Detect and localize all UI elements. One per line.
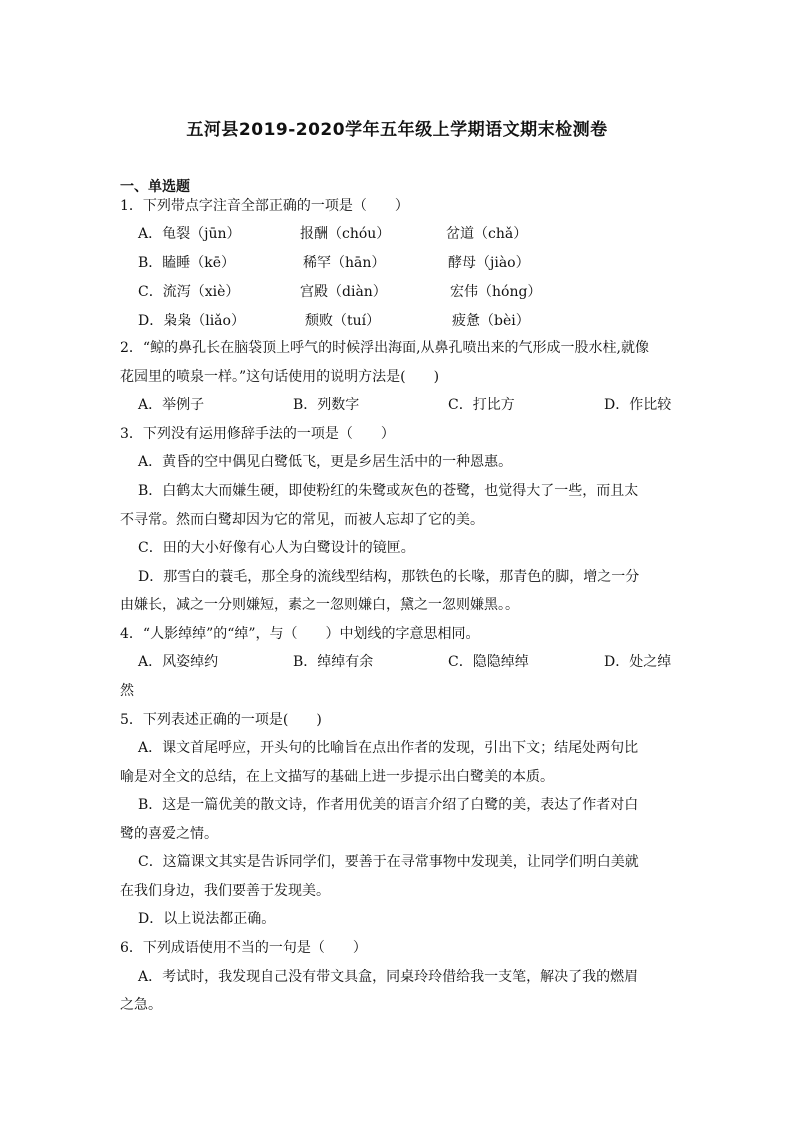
option-text: B．瞌睡（kē）: [138, 255, 236, 271]
option-text: D．枭枭（liǎo）: [138, 313, 245, 329]
question-5-option-b: B．这是一篇优美的散文诗，作者用优美的语言介绍了白鹭的美，表达了作者对白: [138, 797, 639, 813]
question-3-option-a: A．黄昏的空中偶见白鹭低飞，更是乡居生活中的一种恩惠。: [138, 454, 513, 470]
option-text: 酵母（jiào）: [448, 255, 530, 271]
question-4-option-wrap: 然: [120, 683, 134, 699]
question-3-stem: 3．下列没有运用修辞手法的一项是（ ）: [120, 426, 395, 442]
question-5-option-a-cont: 喻是对全文的总结，在上文描写的基础上进一步提示出白鹭美的本质。: [120, 769, 554, 785]
option-text: A．风姿绰约: [138, 654, 219, 670]
question-2-stem-cont: 花园里的喷泉一样。”这句话使用的说明方法是( ): [120, 369, 440, 385]
question-3-option-b-cont: 不寻常。然而白鹭却因为它的常见，而被人忘却了它的美。: [120, 512, 484, 528]
option-text: 颓败（tuí）: [305, 313, 381, 329]
option-text: B．列数字: [293, 397, 360, 413]
question-2-stem: 2．“鲸的鼻孔长在脑袋顶上呼气的时候浮出海面,从鼻孔喷出来的气形成一股水柱,就像: [120, 340, 649, 356]
option-text: 岔道（chǎ）: [446, 226, 528, 242]
question-3-option-d-cont: 由嫌长，减之一分则嫌短，素之一忽则嫌白，黛之一忽则嫌黑。。: [120, 597, 519, 613]
option-text: 宫殿（diàn）: [300, 284, 387, 300]
option-text: D．作比较: [604, 397, 672, 413]
question-3-option-b: B．白鹤太大而嫌生硬，即使粉红的朱鹭或灰色的苍鹭，也觉得大了一些，而且太: [138, 483, 639, 499]
question-4-stem: 4．“人影绰绰”的“绰”，与（ ）中划线的字意思相同。: [120, 626, 480, 642]
option-text: C．打比方: [448, 397, 515, 413]
question-5-option-b-cont: 鹭的喜爱之情。: [120, 826, 218, 842]
option-text: D．处之绰: [604, 654, 672, 670]
question-5-option-c: C．这篇课文其实是告诉同学们，要善于在寻常事物中发现美，让同学们明白美就: [138, 854, 639, 870]
option-text: C．隐隐绰绰: [448, 654, 529, 670]
question-6-option-a-cont: 之急。: [120, 997, 162, 1013]
question-3-option-d: D．那雪白的蓑毛，那全身的流线型结构，那铁色的长喙，那青色的脚，增之一分: [138, 569, 640, 585]
option-text: B．绰绰有余: [293, 654, 374, 670]
option-text: 宏伟（hóng）: [450, 284, 542, 300]
section-heading: 一、单选题: [120, 179, 190, 195]
question-6-option-a: A．考试时，我发现自己没有带文具盒，同桌玲玲借给我一支笔，解决了我的燃眉: [138, 969, 639, 985]
option-text: 疲惫（bèi）: [452, 313, 530, 329]
option-text: 稀罕（hān）: [303, 255, 386, 271]
question-5-option-a: A．课文首尾呼应，开头句的比喻旨在点出作者的发现，引出下文；结尾处两句比: [138, 740, 639, 756]
option-text: A．举例子: [138, 397, 205, 413]
question-3-option-c: C．田的大小好像有心人为白鹭设计的镜匣。: [138, 540, 415, 556]
question-5-option-d: D．以上说法都正确。: [138, 911, 276, 927]
option-text: 报酬（chóu）: [300, 226, 391, 242]
option-text: C．流泻（xiè）: [138, 284, 240, 300]
question-5-option-c-cont: 在我们身边，我们要善于发现美。: [120, 883, 330, 899]
question-5-stem: 5．下列表述正确的一项是( ): [120, 712, 322, 728]
option-text: A．龟裂（jūn）: [138, 226, 241, 242]
question-1-stem: 1．下列带点字注音全部正确的一项是（ ）: [120, 198, 409, 214]
question-6-stem: 6．下列成语使用不当的一句是（ ）: [120, 940, 367, 956]
exam-title: 五河县2019-2020学年五年级上学期语文期末检测卷: [186, 120, 608, 140]
